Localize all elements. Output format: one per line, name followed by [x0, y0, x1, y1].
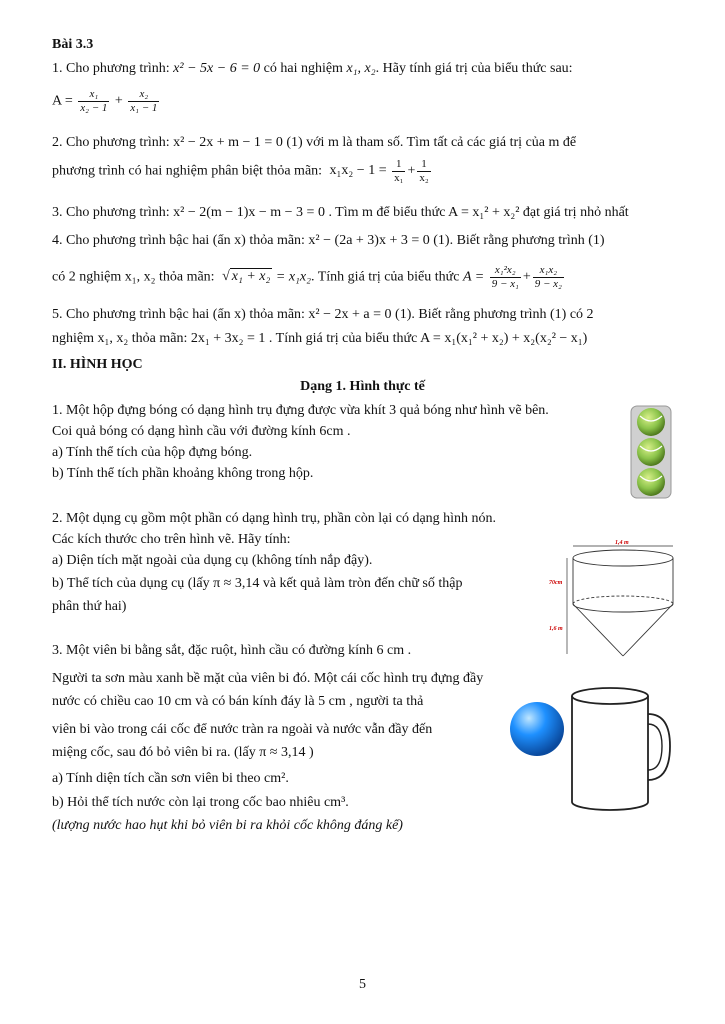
g3-line5: miệng cốc, sau đó bỏ viên bi ra. (lấy π ≈ 3,14 )	[52, 745, 314, 760]
section-title: Bài 3.3	[52, 37, 94, 52]
q1-lead: 1. Cho phương trình:	[52, 61, 170, 76]
q1-tail: . Hãy tính giá trị của biểu thức sau:	[375, 61, 573, 76]
g3-line7: b) Hỏi thể tích nước còn lại trong cốc bao nhiêu cm³.	[52, 795, 349, 810]
q1-line1	[52, 60, 573, 78]
q5-line1: 5. Cho phương trình bậc hai (ẩn x) thỏa mãn: x² − 2x + a = 0 (1). Biết rằng phương trình (1) có 2	[52, 307, 594, 322]
g1-line3: a) Tính thể tích của hộp đựng bóng.	[52, 445, 253, 460]
g2-line1: 2. Một dụng cụ gồm một phần có dạng hình trụ, phần còn lại có dạng hình nón.	[52, 511, 497, 526]
q4-a-label: A =	[462, 269, 485, 285]
blue-ball	[510, 702, 564, 756]
q4-sqrt-rhs: = x₁x₂	[275, 269, 311, 285]
g2-line3: a) Diện tích mặt ngoài của dụng cụ (không tính nắp đậy).	[52, 553, 373, 568]
cylinder-cone-figure	[545, 536, 693, 662]
q2-line1: 2. Cho phương trình: x² − 2x + m − 1 = 0 (1) với m là tham số. Tìm tất cả các giá trị của m để	[52, 135, 577, 150]
g1-line1: 1. Một hộp đựng bóng có dạng hình trụ đựng được vừa khít 3 quả bóng như hình vẽ bên.	[52, 403, 549, 418]
cup-figure	[566, 684, 674, 816]
q1-expression	[52, 88, 161, 114]
q2-condition-lhs: x₁x₂ − 1 =	[329, 163, 387, 179]
g3-line1: 3. Một viên bi bằng sắt, đặc ruột, hình cầu có đường kính 6 cm .	[52, 643, 412, 658]
dim-side-label: 70cm	[549, 580, 563, 586]
cup-rim	[572, 688, 648, 704]
q2-fraction-1: $\frac{1}{\text{x₁}}$	[394, 158, 404, 184]
blue-ball-figure	[508, 700, 566, 758]
q1-fraction-2: $\frac{\text{x₂}}{\text{x₁ − 1}}$	[130, 88, 158, 114]
dim-cone-label: 1,6 m	[549, 626, 563, 632]
q4-sqrt-body: x₁ + x₂	[231, 269, 271, 285]
cup-base	[572, 802, 648, 810]
cylinder-top	[573, 550, 673, 566]
cup-handle-inner	[648, 724, 662, 770]
form1-title: Dạng 1. Hình thực tế	[300, 379, 425, 394]
q1-a-label: A =	[52, 93, 73, 109]
g2-line5: phân thứ hai)	[52, 599, 127, 614]
q2-fraction-2: $\frac{1}{\text{x₂}}$	[419, 158, 429, 184]
q4-fraction-2: $\frac{\text{x₁x₂}}{\text{9 − x₂}}$	[534, 264, 562, 290]
q4-mid: . Tính giá trị của biểu thức	[310, 269, 460, 285]
q4-lead: có 2 nghiệm x₁, x₂ thỏa mãn:	[52, 269, 215, 285]
q1-fraction-1: $\frac{\text{x₁}}{\text{x₂ − 1}}$	[80, 88, 108, 114]
g3-line4: viên bi vào trong cái cốc để nước tràn ra ngoài và nước vẫn đầy đến	[52, 722, 433, 737]
page-number: 5	[359, 977, 366, 992]
q4-line1: 4. Cho phương trình bậc hai (ẩn x) thỏa mãn: x² − (2a + 3)x + 3 = 0 (1). Biết rằng phương trình (1)	[52, 233, 605, 248]
q1-roots: x₁, x₂	[346, 61, 376, 76]
ball-bottom	[637, 468, 665, 496]
cylinder-bottom-back	[573, 596, 673, 604]
g1-line4: b) Tính thể tích phần khoảng không trong hộp.	[52, 466, 314, 481]
ball-tube-figure	[628, 404, 674, 500]
g1-line2: Coi quả bóng có dạng hình cầu với đường kính 6cm .	[52, 424, 351, 439]
g2-line4: b) Thể tích của dụng cụ (lấy π ≈ 3,14 và kết quả làm tròn đến chữ số thập	[52, 576, 463, 591]
g3-line3: nước có chiều cao 10 cm và có bán kính đáy là 5 cm , người ta thả	[52, 694, 424, 709]
dim-top-label: 1,4 m	[615, 540, 629, 546]
q5-line2: nghiệm x₁, x₂ thỏa mãn: 2x₁ + 3x₂ = 1 . Tính giá trị của biểu thức A = x₁(x₁² + x₂) + x₂(x₂² − x₁)	[52, 331, 588, 346]
q4-fraction-1: $\frac{\text{x₁²x₂}}{\text{9 − x₁}}$	[491, 264, 519, 290]
ball-top	[637, 408, 665, 436]
q2-line2: phương trình có hai nghiệm phân biệt thỏa mãn: x₁x₂ − 1 = $\frac{1}{\text{x₁}}$ + $\frac{1}{\text{x₂}}$	[52, 158, 429, 184]
q3-text: 3. Cho phương trình: x² − 2(m − 1)x − m − 3 = 0 . Tìm m để biểu thức A = x₁² + x₂² đạt giá trị nhỏ nhất	[52, 205, 629, 220]
g3-line2: Người ta sơn màu xanh bề mặt của viên bi đó. Một cái cốc hình trụ đựng đầy	[52, 671, 484, 686]
g2-line2: Các kích thước cho trên hình vẽ. Hãy tính:	[52, 532, 291, 547]
ball-middle	[637, 438, 665, 466]
g3-line6: a) Tính diện tích cần sơn viên bi theo cm².	[52, 771, 289, 786]
q4-line2: có 2 nghiệm x₁, x₂ thỏa mãn: √ x₁ + x₂ = x₁x₂. Tính giá trị của biểu thức A = $\frac{\text{x₁²x₂}}{\text{9 − x₁}}$ + $\frac{\text{x₁x₂}}{\text{9 − x₂}}$	[52, 264, 562, 290]
plus-sign: +	[114, 93, 123, 109]
g3-note: (lượng nước hao hụt khi bỏ viên bi ra khỏi cốc không đáng kể)	[52, 818, 403, 833]
cylinder-bottom-front	[573, 604, 673, 612]
q1-equation: x² − 5x − 6 = 0	[173, 61, 261, 76]
part2-title: II. HÌNH HỌC	[52, 357, 143, 372]
q2-lead: phương trình có hai nghiệm phân biệt thỏa mãn:	[52, 163, 323, 179]
q1-mid: có hai nghiệm	[263, 61, 343, 76]
